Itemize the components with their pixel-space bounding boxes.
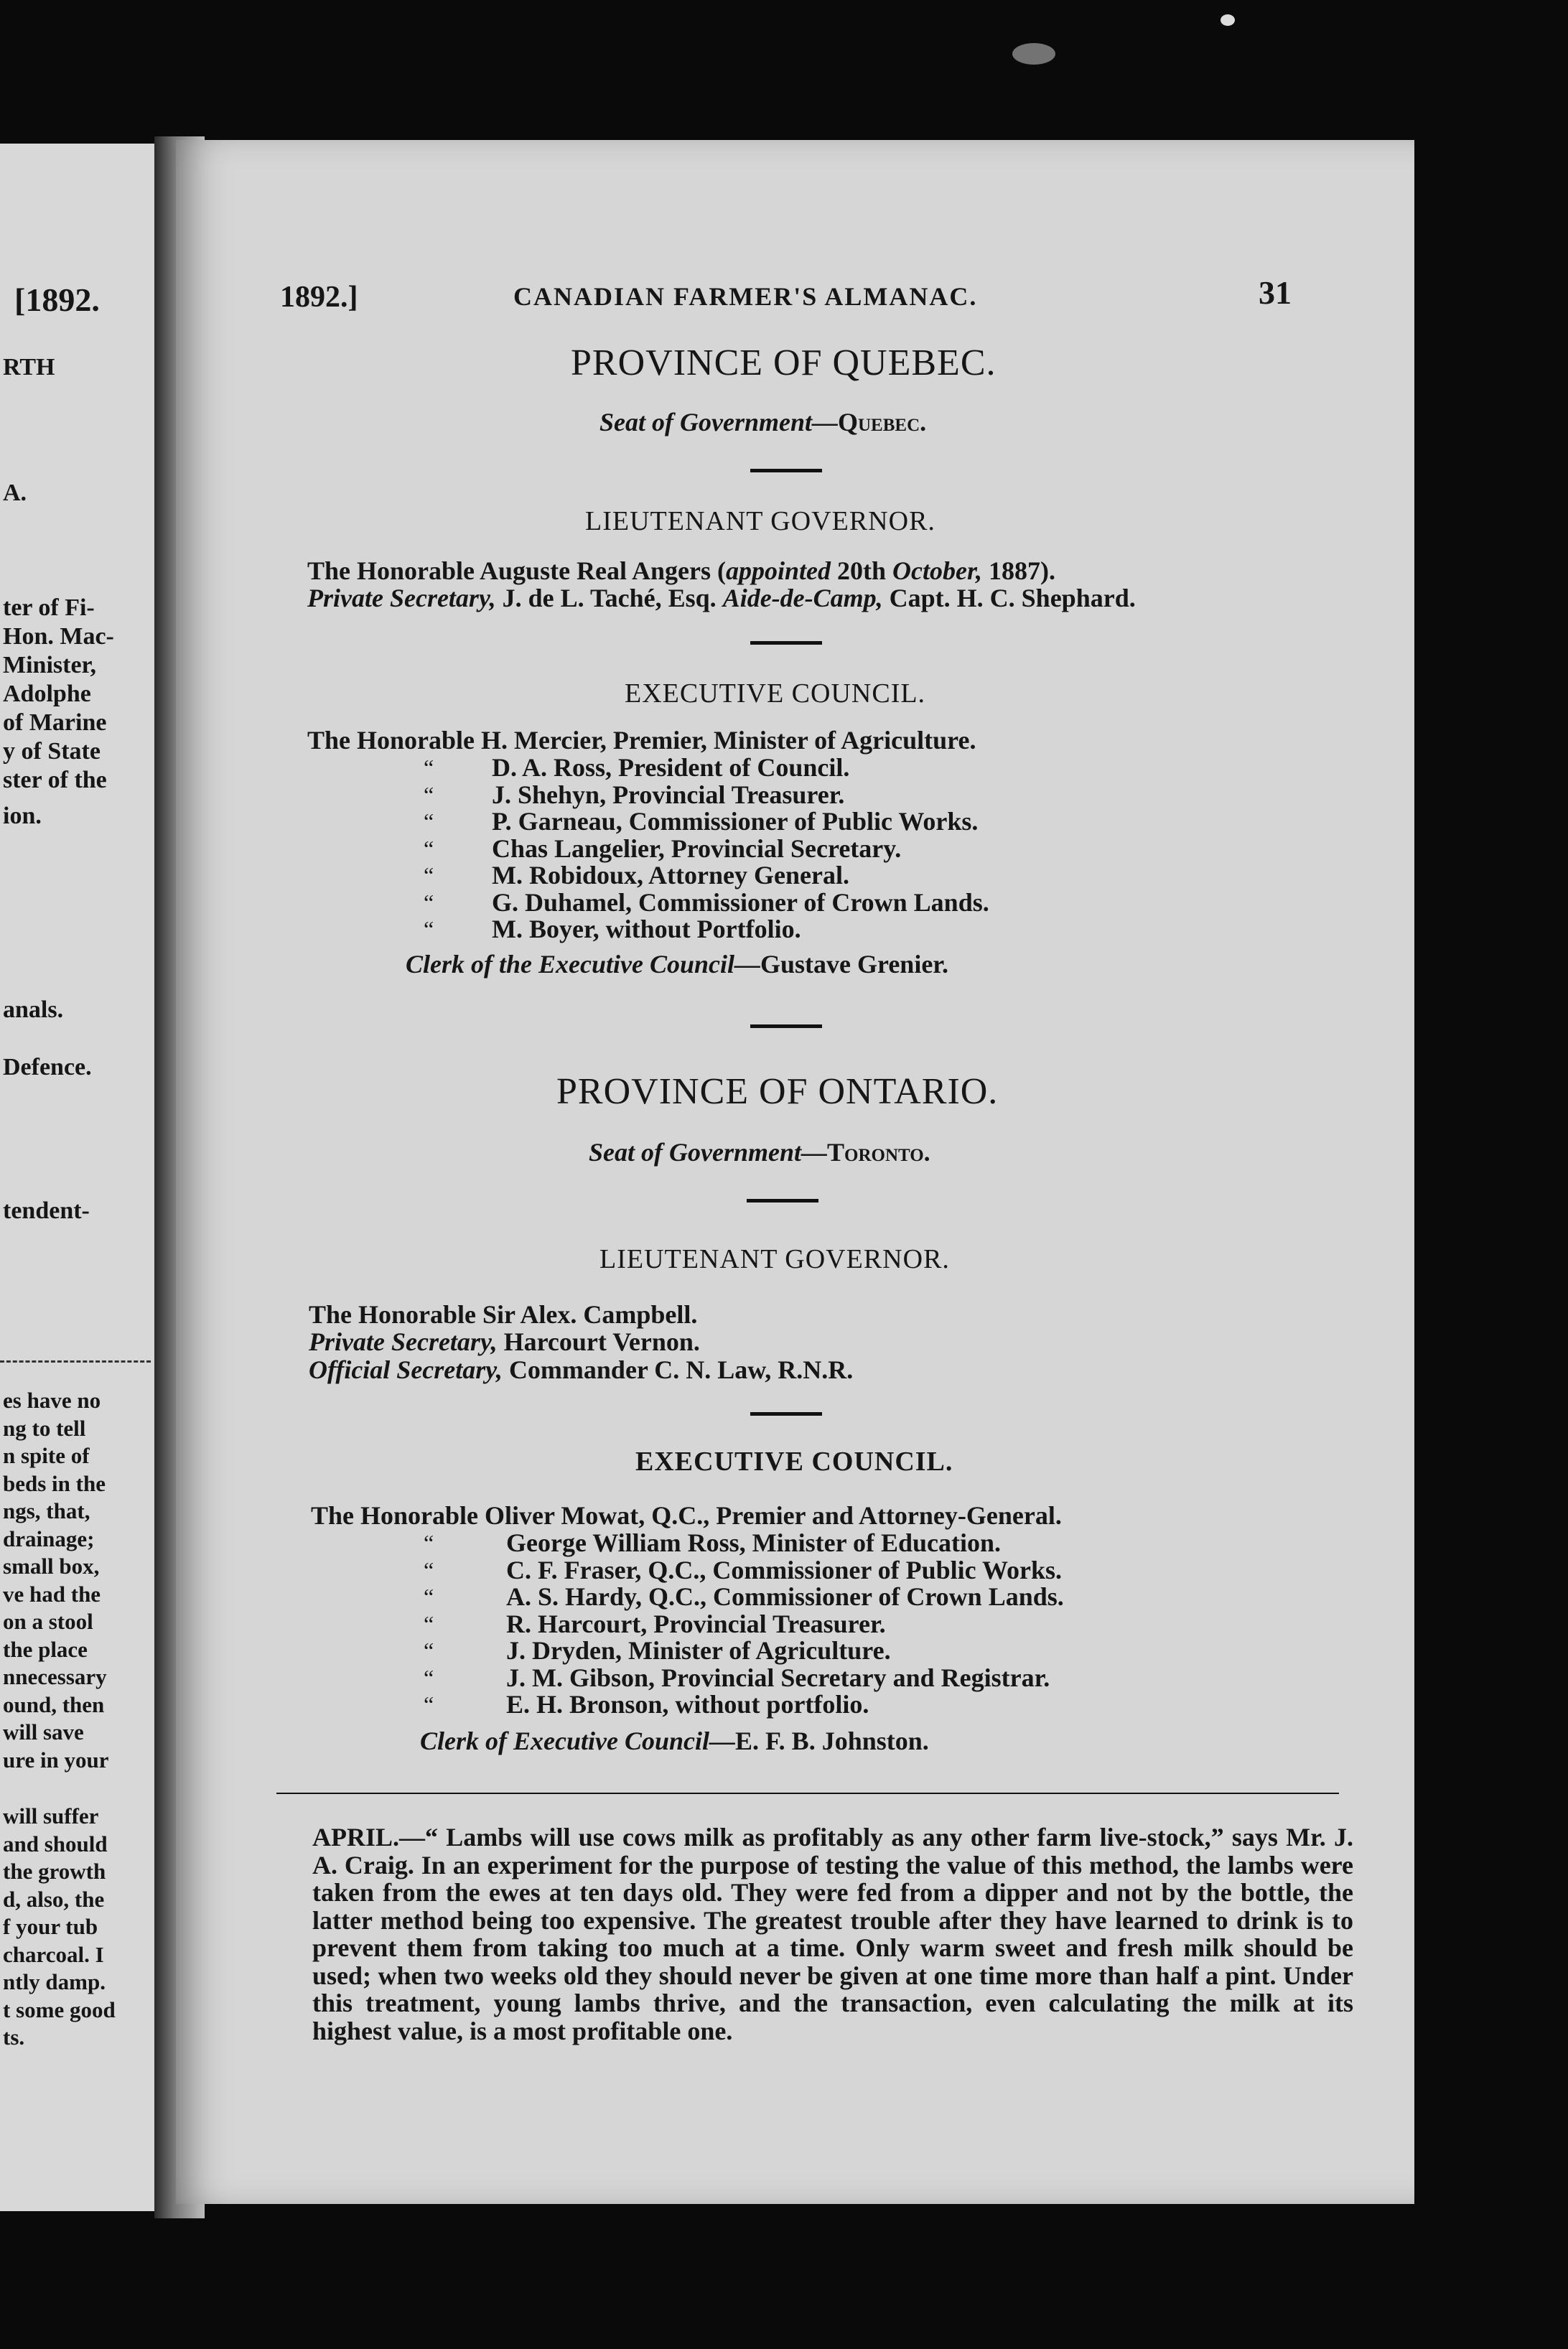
previous-page-paragraph-line: ts.	[3, 2025, 25, 2050]
april-note: APRIL.—“ Lambs will use cows milk as profitably as any other farm live-stock,” says Mr. J. A. Craig. In an experiment for the purpose of testing the value of this method, the lambs were taken from the ewes at ten days old. They were fed from a dipper and not by the bottle, the latter method being too expensive. The greatest trouble after they have learned to drink is to prevent them from taking too much at a time. Only warm sweet and fresh milk should be used; when two weeks old they should never be given at one time more than half a pint. Under this treatment, young lambs thrive, and the transaction, even calculating the milk at its highest value, is a most profitable one.	[312, 1823, 1353, 2045]
previous-page-line: y of State	[3, 738, 101, 765]
previous-page-line: RTH	[3, 354, 55, 380]
previous-page-fragment	[0, 144, 154, 2211]
ditto-mark: “	[424, 1691, 434, 1717]
ditto-mark: “	[424, 1610, 434, 1637]
ontario-private-secretary: Private Secretary, Harcourt Vernon.	[309, 1327, 700, 1356]
ontario-lt-governor-line: The Honorable Sir Alex. Campbell.	[309, 1300, 698, 1329]
quebec-lt-governor-heading: LIEUTENANT GOVERNOR.	[585, 506, 935, 536]
ditto-mark: “	[424, 755, 434, 780]
council-member: G. Duhamel, Commissioner of Crown Lands.	[492, 887, 989, 917]
previous-page-paragraph-line: on a stool	[3, 1609, 93, 1634]
quebec-secretary-line: Private Secretary, J. de L. Taché, Esq. Aide-de-Camp, Capt. H. C. Shephard.	[307, 584, 1136, 612]
previous-page-paragraph-line: the growth	[3, 1859, 106, 1884]
quebec-clerk: Clerk of the Executive Council—Gustave Grenier.	[406, 950, 948, 979]
ditto-mark: “	[424, 1664, 434, 1691]
council-member: Chas Langelier, Provincial Secretary.	[492, 833, 902, 863]
ontario-clerk: Clerk of Executive Council—E. F. B. Johnston.	[420, 1727, 929, 1755]
ditto-mark: “	[424, 862, 434, 888]
council-member: P. Garneau, Commissioner of Public Works.	[492, 807, 979, 836]
previous-page-paragraph-line: ound, then	[3, 1691, 105, 1717]
ditto-mark: “	[424, 1638, 434, 1663]
previous-page-paragraph-line: ng to tell	[3, 1415, 86, 1441]
quebec-council-heading: EXECUTIVE COUNCIL.	[625, 678, 926, 709]
previous-page-line: Hon. Mac-	[3, 623, 114, 650]
council-member: A. S. Hardy, Q.C., Commissioner of Crown Lands.	[506, 1582, 1064, 1611]
council-member: M. Boyer, without Portfolio.	[492, 915, 801, 943]
previous-page-line: A.	[3, 480, 27, 506]
ontario-council-premier: The Honorable Oliver Mowat, Q.C., Premier and Attorney-General.	[311, 1501, 1062, 1530]
footnote-divider	[276, 1793, 1339, 1794]
quebec-council-premier: The Honorable H. Mercier, Premier, Minister of Agriculture.	[307, 726, 976, 755]
ditto-mark: “	[424, 1584, 434, 1610]
previous-page-paragraph-line: t some good	[3, 1997, 116, 2022]
council-member: J. Shehyn, Provincial Treasurer.	[492, 780, 845, 809]
ink-speck	[1012, 43, 1055, 65]
ditto-mark: “	[424, 1556, 434, 1583]
previous-page-line: Adolphe	[3, 681, 91, 707]
ditto-mark: “	[424, 835, 434, 861]
previous-page-divider	[0, 1360, 151, 1363]
council-member: M. Robidoux, Attorney General.	[492, 861, 849, 889]
ditto-mark: “	[424, 1530, 434, 1556]
previous-page-paragraph-line: beds in the	[3, 1470, 106, 1496]
ontario-council-heading: EXECUTIVE COUNCIL.	[635, 1447, 953, 1477]
previous-page-paragraph-line: will suffer	[3, 1803, 99, 1829]
previous-page-line: anals.	[3, 996, 64, 1023]
quebec-lt-governor-line: The Honorable Auguste Real Angers (appointed 20th October, 1887).	[307, 556, 1056, 585]
page-number: 31	[1259, 274, 1292, 311]
council-member: E. H. Bronson, without portfolio.	[506, 1690, 869, 1719]
council-member: C. F. Fraser, Q.C., Commissioner of Public Works.	[506, 1555, 1063, 1584]
previous-page-paragraph-line: ure in your	[3, 1747, 109, 1773]
previous-page-paragraph-line: ngs, that,	[3, 1498, 90, 1523]
section-rule	[747, 1199, 818, 1202]
previous-page-line: of Marine	[3, 709, 107, 736]
quebec-title: PROVINCE OF QUEBEC.	[571, 342, 997, 383]
ink-speck	[1221, 14, 1235, 26]
ontario-official-secretary: Official Secretary, Commander C. N. Law, R.N.R.	[309, 1355, 854, 1384]
ditto-mark: “	[424, 889, 434, 915]
previous-page-line: Defence.	[3, 1054, 92, 1080]
previous-page-paragraph-line: and should	[3, 1831, 108, 1857]
ontario-title: PROVINCE OF ONTARIO.	[556, 1071, 999, 1112]
previous-page-paragraph-line: f your tub	[3, 1914, 98, 1939]
quebec-seat: Seat of Government—Quebec.	[599, 408, 927, 436]
ontario-lt-governor-heading: LIEUTENANT GOVERNOR.	[599, 1244, 950, 1274]
previous-page-paragraph-line: d, also, the	[3, 1886, 105, 1912]
section-rule	[750, 1412, 822, 1416]
ditto-mark: “	[424, 781, 434, 808]
header-year: 1892.]	[280, 281, 358, 314]
previous-page-paragraph-line: charcoal. I	[3, 1941, 104, 1967]
previous-page-line: ster of the	[3, 767, 107, 793]
previous-page-line: Minister,	[3, 652, 97, 678]
previous-page-header: [1892.	[14, 281, 100, 318]
previous-page-paragraph-line: nnecessary	[3, 1664, 107, 1689]
section-rule	[750, 1024, 822, 1028]
council-member: D. A. Ross, President of Council.	[492, 753, 850, 782]
council-member: George William Ross, Minister of Education.	[506, 1528, 1001, 1557]
council-member: R. Harcourt, Provincial Treasurer.	[506, 1609, 886, 1638]
council-member: J. Dryden, Minister of Agriculture.	[506, 1636, 891, 1665]
almanac-page	[176, 140, 1414, 2204]
section-rule	[750, 469, 822, 472]
previous-page-paragraph-line: drainage;	[3, 1526, 95, 1551]
previous-page-paragraph-line: ntly damp.	[3, 1969, 106, 1994]
previous-page-paragraph-line: small box,	[3, 1554, 100, 1579]
ditto-mark: “	[424, 916, 434, 942]
previous-page-line: tendent-	[3, 1197, 90, 1224]
header-title: CANADIAN FARMER'S ALMANAC.	[513, 282, 978, 311]
previous-page-line: ter of Fi-	[3, 594, 95, 621]
previous-page-paragraph-line: n spite of	[3, 1443, 90, 1468]
previous-page-paragraph-line: will save	[3, 1719, 84, 1745]
ontario-seat: Seat of Government—Toronto.	[589, 1138, 930, 1167]
previous-page-paragraph-line: ve had the	[3, 1581, 101, 1607]
council-member: J. M. Gibson, Provincial Secretary and Registrar.	[506, 1663, 1050, 1692]
previous-page-paragraph-line: es have no	[3, 1388, 101, 1413]
previous-page-line: ion.	[3, 803, 42, 829]
ditto-mark: “	[424, 808, 434, 834]
section-rule	[750, 641, 822, 645]
previous-page-paragraph-line: the place	[3, 1636, 88, 1662]
